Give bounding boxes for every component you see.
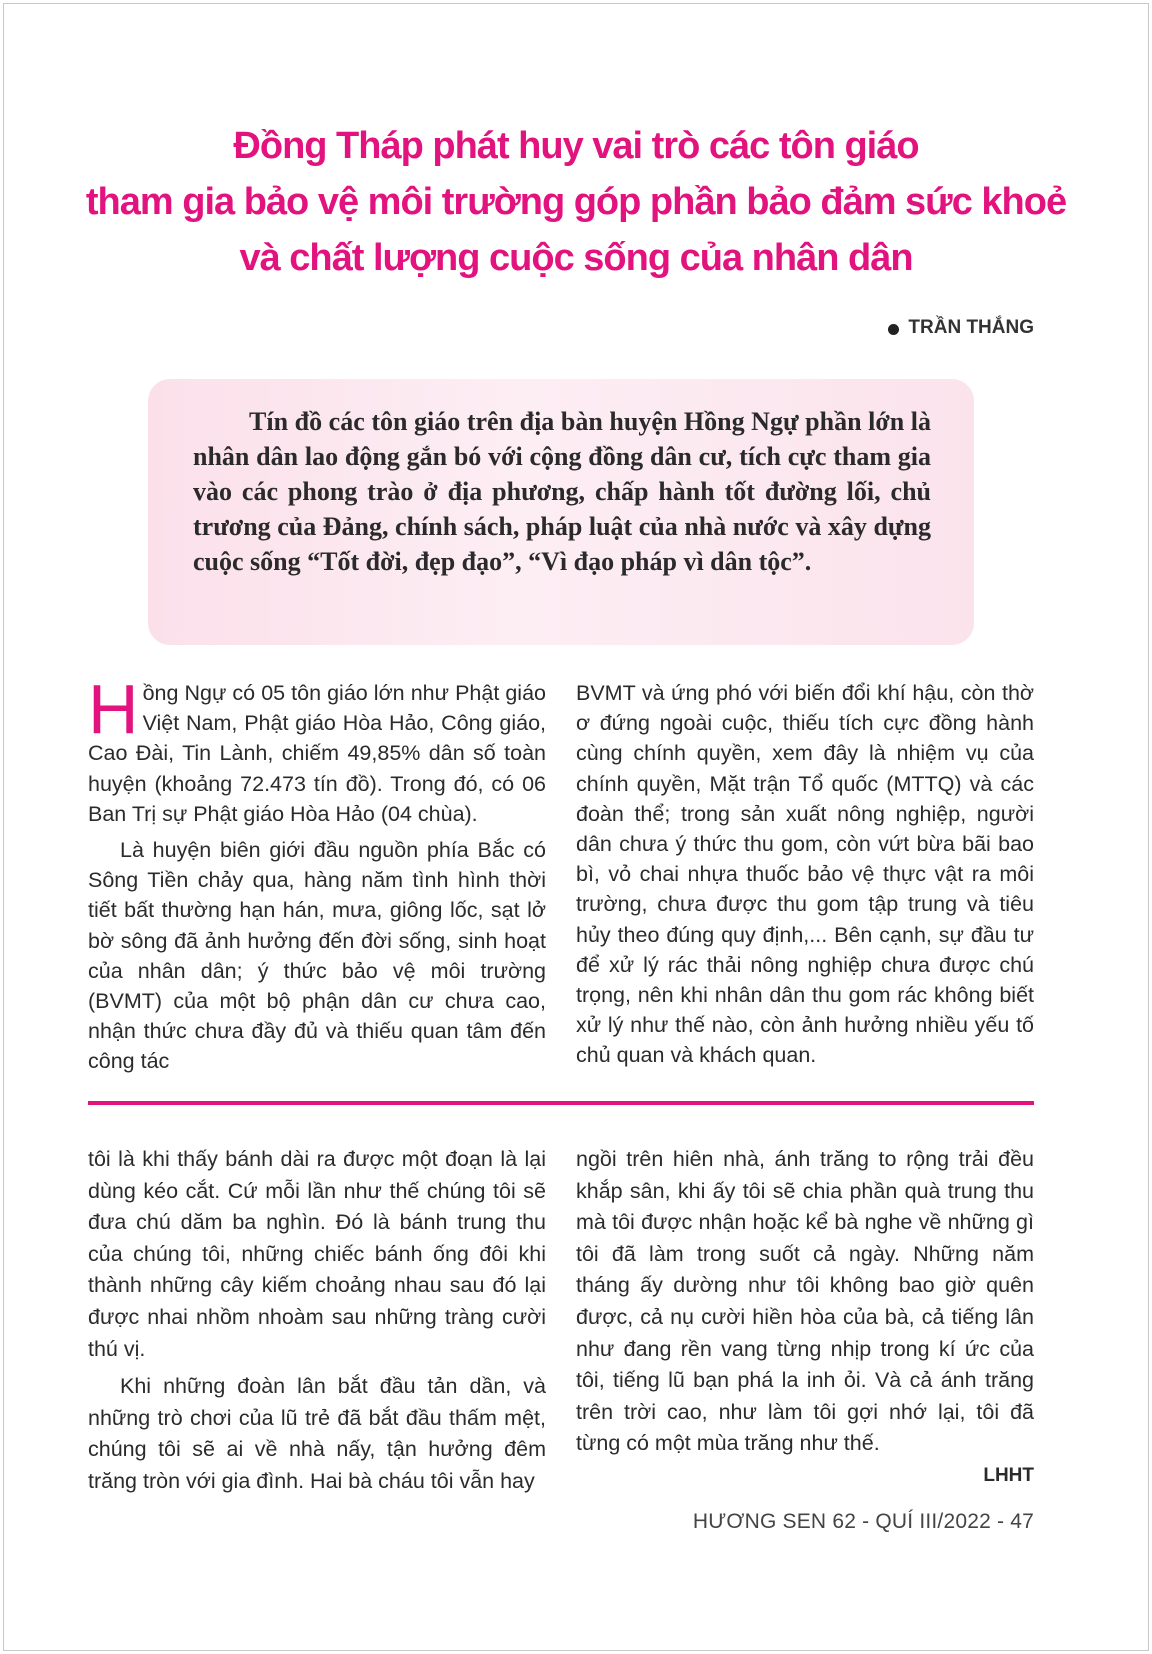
continuation-column-1: [88, 1144, 546, 1504]
article-title: [70, 118, 1082, 286]
paragraph: BVMT và ứng phó với biến đổi khí hậu, còn thờ ơ đứng ngoài cuộc, thiếu tích cực đồng hành cùng chính quyền, xem đây là nhiệm vụ của chính quyền, Mặt trận Tổ quốc (MTTQ) và các đoàn thể; trong sản xuất nông nghiệp, người dân chưa ý thức thu gom, còn vứt bừa bãi bao bì, vỏ chai nhựa thuốc bảo vệ thực vật ra môi trường, chưa được thu gom tập trung và tiêu hủy theo đúng quy định,... Bên cạnh, sự đầu tư để xử lý rác thải nông nghiệp chưa được chú trọng, nên khi nhân dân thu gom rác không biết xử lý như thế nào, còn ảnh hưởng nhiều yếu tố chủ quan và khách quan.: [576, 681, 1034, 1068]
author-name: TRẦN THẮNG: [908, 317, 1034, 338]
title-line-3: và chất lượng cuộc sống của nhân dân: [239, 237, 913, 279]
continuation-column-2: [576, 1144, 1034, 1498]
section-divider: [88, 1101, 1034, 1105]
paragraph: [88, 670, 546, 829]
paragraph: Là huyện biên giới đầu nguồn phía Bắc có Sông Tiền chảy qua, hàng năm tình hình thời tiết bất thường hạn hán, mưa, giông lốc, sạt lở bờ sông đã ảnh hưởng đến đời sống, sinh hoạt của nhân dân; ý thức bảo vệ môi trường (BVMT) của một bộ phận dân cư chưa cao, nhận thức chưa đầy đủ và thiếu quan tâm đến công tác: [88, 838, 546, 1074]
author-byline: [888, 317, 1034, 339]
paragraph: ngồi trên hiên nhà, ánh trăng to rộng trải đều khắp sân, khi ấy tôi sẽ chia phần quà trung thu mà tôi được nhận hoặc kể bà nghe về những gì tôi đã làm trong suốt cả ngày. Những năm tháng ấy dường như tôi không bao giờ quên được, cả nụ cười hiền hòa của bà, cả tiếng lân như đang rền vang từng nhịp trong kí ức của tôi, tiếng lũ bạn phá la inh ỏi. Và cả ánh trăng trên trời cao, như làm tôi gợi nhớ lại, tôi đã từng có một mùa trăng như thế.: [576, 1147, 1034, 1456]
bullet-dot-icon: [888, 324, 899, 335]
page-footer: HƯƠNG SEN 62 - QUÍ III/2022 - 47: [692, 1510, 1034, 1533]
paragraph: Khi những đoàn lân bắt đầu tản dần, và những trò chơi của lũ trẻ đã bắt đầu thấm mệt, chúng tôi sẽ ai về nhà nấy, tận hưởng đêm trăng tròn với gia đình. Hai bà cháu tôi vẫn hay: [88, 1374, 546, 1493]
article-column-2: [576, 678, 1034, 1077]
signoff: LHHT: [983, 1464, 1034, 1486]
lead-paragraph: Tín đồ các tôn giáo trên địa bàn huyện Hồng Ngự phần lớn là nhân dân lao động gắn bó với cộng đồng dân cư, tích cực tham gia vào các phong trào ở địa phương, chấp hành tốt đường lối, chủ trương của Đảng, chính sách, pháp luật của nhà nước và xây dựng cuộc sống “Tốt đời, đẹp đạo”, “Vì đạo pháp vì dân tộc”.: [193, 407, 931, 576]
paragraph: tôi là khi thấy bánh dài ra được một đoạn là lại dùng kéo cắt. Cứ mỗi lần như thế chúng tôi sẽ đưa chú dăm ba nghìn. Đó là bánh trung thu của chúng tôi, những chiếc bánh ống đôi khi thành những cây kiếm choảng nhau sau đó lại được nhai nhồm nhoàm sau những tràng cười thú vị.: [88, 1147, 546, 1361]
title-line-1: Đồng Tháp phát huy vai trò các tôn giáo: [233, 125, 919, 167]
title-line-2: tham gia bảo vệ môi trường góp phần bảo đảm sức khoẻ: [85, 181, 1067, 223]
article-column-1: [88, 670, 546, 1083]
drop-cap: H: [88, 670, 139, 748]
paragraph-text: ồng Ngự có 05 tôn giáo lớn như Phật giáo Việt Nam, Phật giáo Hòa Hảo, Công giáo, Cao Đài, Tin Lành, chiếm 49,85% dân số toàn huyện (khoảng 72.473 tín đồ). Trong đó, có 06 Ban Trị sự Phật giáo Hòa Hảo (04 chùa).: [88, 681, 546, 826]
